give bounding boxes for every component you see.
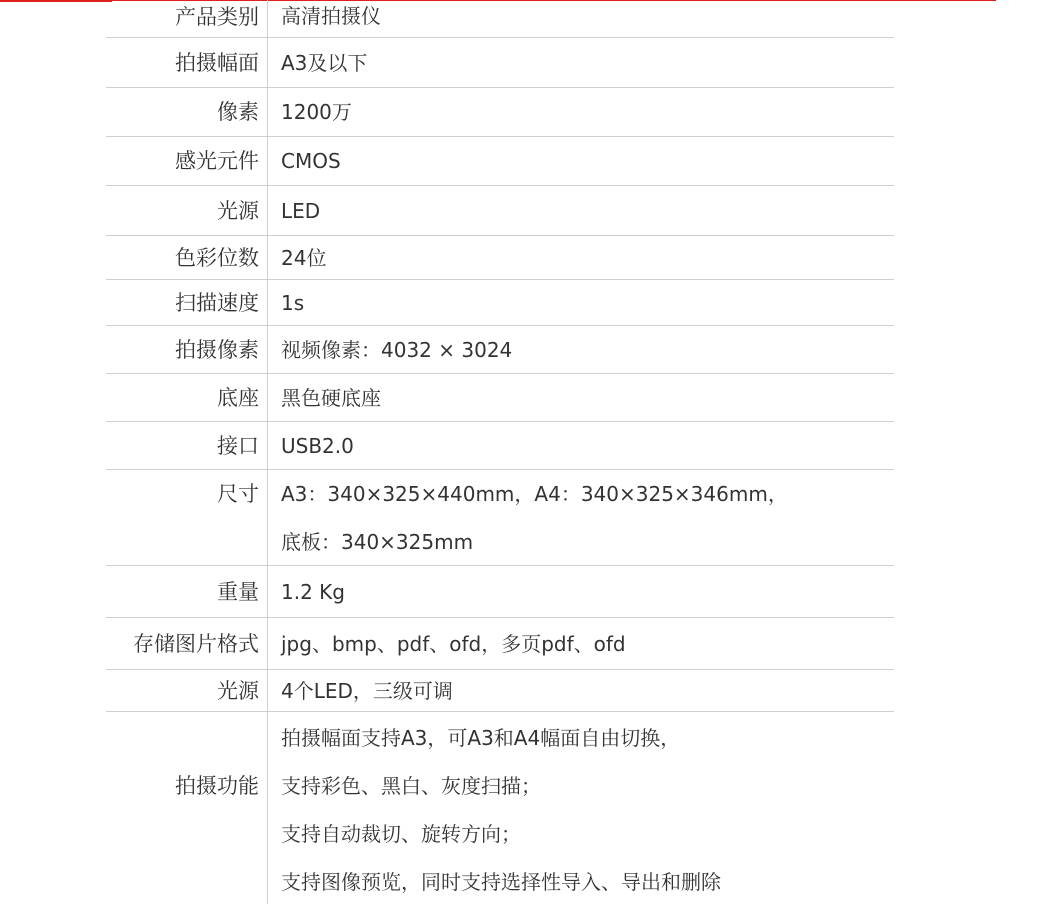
spec-value-line: LED [281, 198, 321, 223]
spec-row-light-source-2 [106, 670, 894, 712]
spec-label: 色彩位数 [106, 236, 268, 279]
spec-value [268, 566, 894, 617]
spec-value-line: 黑色硬底座 [281, 385, 381, 410]
spec-row-weight [106, 566, 894, 618]
spec-label: 底座 [106, 374, 268, 421]
spec-value-line: 视频像素：4032 × 3024 [281, 337, 513, 362]
spec-row-capture-area [106, 38, 894, 88]
spec-value [268, 712, 894, 904]
spec-label: 重量 [106, 566, 268, 617]
spec-label: 像素 [106, 88, 268, 136]
top-accent-bar [0, 0, 112, 2]
spec-value-line: A3：340×325×440mm，A4：340×325×346mm， [281, 482, 788, 506]
spec-value-line: 1.2 Kg [281, 579, 345, 604]
spec-row-product-type [106, 0, 894, 38]
spec-label: 尺寸 [106, 470, 268, 565]
spec-label: 拍摄像素 [106, 326, 268, 373]
spec-value-line: 1200万 [281, 100, 352, 124]
spec-value [268, 38, 894, 87]
spec-value-line: USB2.0 [281, 433, 354, 458]
spec-value [268, 618, 894, 669]
spec-value [268, 88, 894, 136]
spec-label: 拍摄幅面 [106, 38, 268, 87]
spec-label: 接口 [106, 422, 268, 469]
spec-value-line: 高清拍摄仪 [281, 4, 381, 28]
spec-value [268, 422, 894, 469]
spec-value [268, 470, 894, 565]
spec-row-sensor [106, 137, 894, 186]
spec-value-line: 支持自动裁切、旋转方向； [281, 822, 521, 846]
spec-row-scan-speed [106, 280, 894, 326]
spec-label: 感光元件 [106, 137, 268, 185]
spec-value-line: 支持图像预览，同时支持选择性导入、导出和删除 [281, 870, 721, 894]
spec-row-color-depth [106, 236, 894, 280]
spec-label: 光源 [106, 670, 268, 711]
spec-value-line: jpg、bmp、pdf、ofd，多页pdf、ofd [281, 631, 626, 656]
spec-value-line: 24位 [281, 245, 327, 270]
spec-value [268, 326, 894, 373]
spec-value [268, 137, 894, 185]
spec-value [268, 374, 894, 421]
spec-value-line: 支持彩色、黑白、灰度扫描； [281, 774, 541, 798]
spec-value-line: CMOS [281, 149, 341, 173]
spec-value-line: 4个LED，三级可调 [281, 678, 453, 703]
spec-value [268, 280, 894, 325]
spec-value [268, 186, 894, 235]
spec-row-pixels [106, 88, 894, 137]
spec-value-line: 1s [281, 290, 305, 315]
spec-row-capture-functions [106, 712, 894, 904]
spec-label: 光源 [106, 186, 268, 235]
spec-value [268, 670, 894, 711]
spec-value [268, 0, 894, 37]
spec-label: 扫描速度 [106, 280, 268, 325]
spec-row-dimensions [106, 470, 894, 566]
spec-row-image-formats [106, 618, 894, 670]
spec-row-capture-pixels [106, 326, 894, 374]
spec-value-line: 底板：340×325mm [281, 530, 474, 554]
spec-row-base [106, 374, 894, 422]
spec-value-line: 拍摄幅面支持A3，可A3和A4幅面自由切换， [281, 726, 681, 750]
spec-row-light-source [106, 186, 894, 236]
spec-row-interface [106, 422, 894, 470]
spec-label: 存储图片格式 [106, 618, 268, 669]
spec-label: 拍摄功能 [106, 712, 268, 904]
spec-label: 产品类别 [106, 0, 268, 37]
spec-value [268, 236, 894, 279]
spec-value-line: A3及以下 [281, 50, 368, 75]
spec-table [106, 0, 894, 904]
